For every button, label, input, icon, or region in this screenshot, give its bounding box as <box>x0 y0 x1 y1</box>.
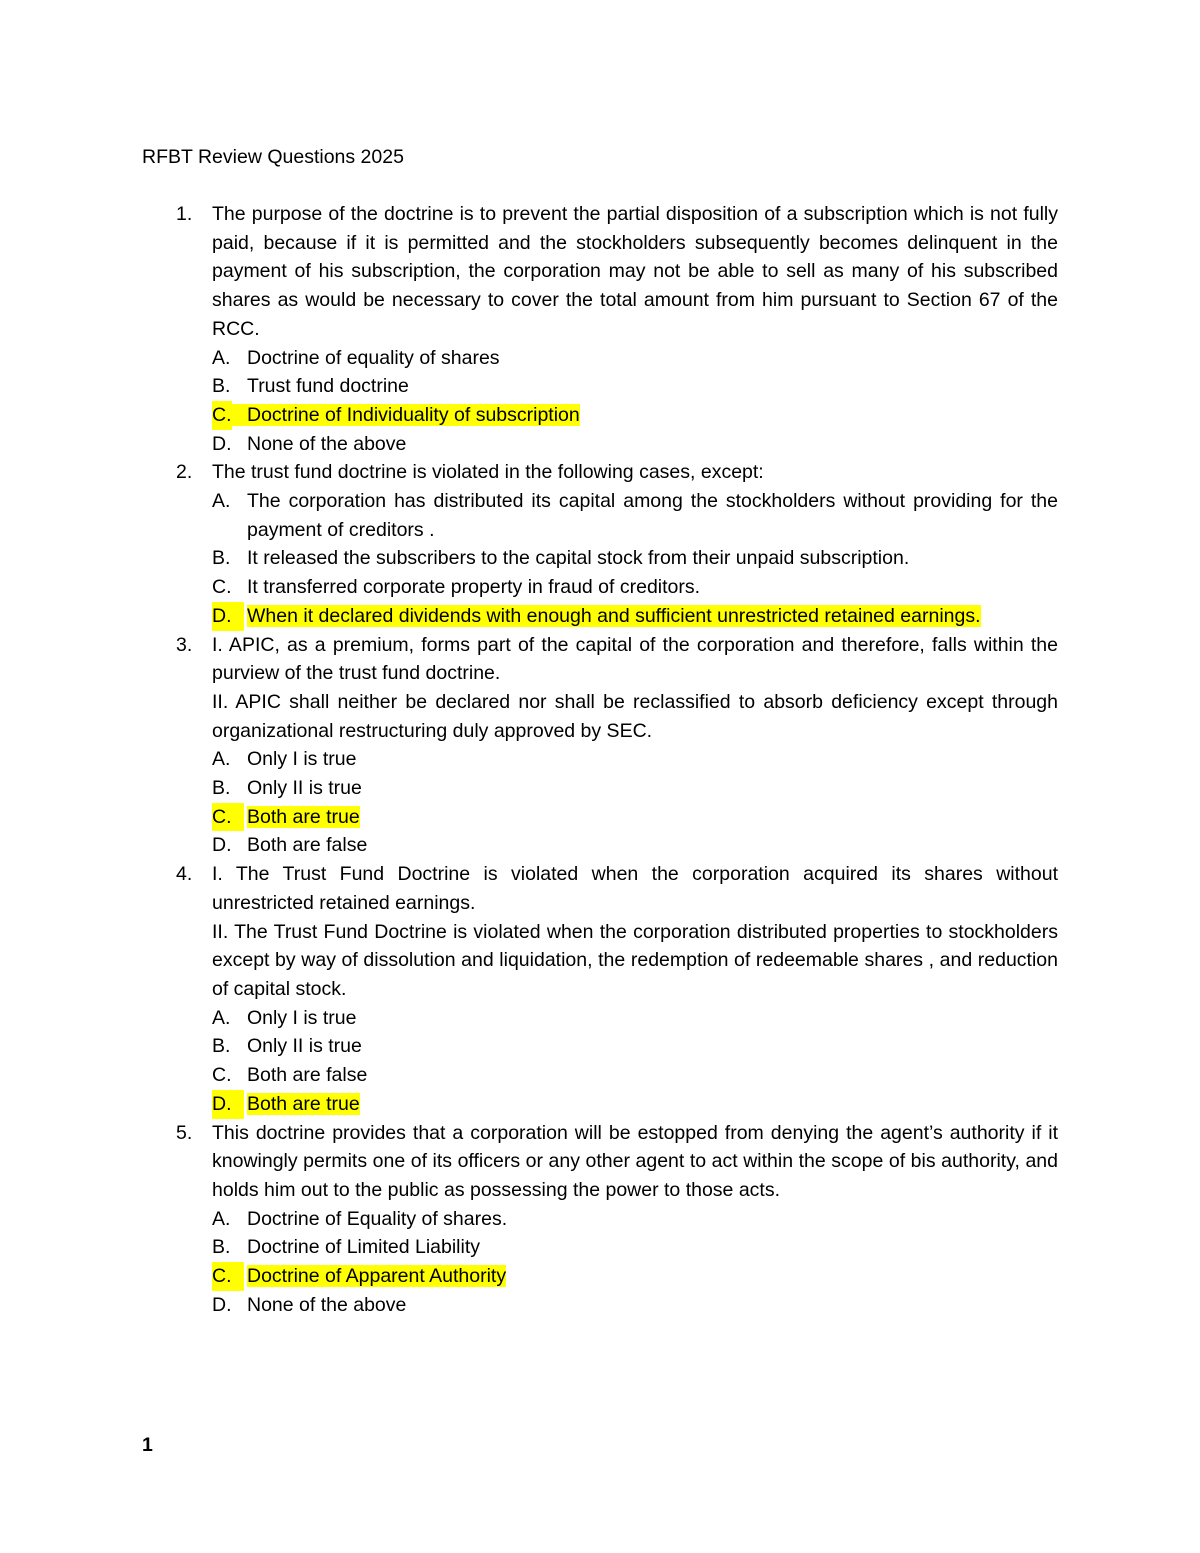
option-text: Both are false <box>247 834 368 857</box>
statement-1: I. The Trust Fund Doctrine is violated when the corporation acquired its shares without unrestricted retained earnings. <box>212 863 1058 914</box>
option-a <box>212 1004 1058 1033</box>
option-text: Both are true <box>247 1092 360 1115</box>
question-list <box>172 200 1058 1319</box>
option-text: Only I is true <box>247 748 357 771</box>
option-letter: D. <box>212 602 244 631</box>
option-d-highlighted-answer <box>212 602 1058 631</box>
option-letter: D. <box>212 1090 244 1119</box>
option-list <box>212 1205 1058 1320</box>
option-letter: A. <box>212 1207 231 1230</box>
option-letter: D. <box>212 834 232 857</box>
option-d <box>212 430 1058 459</box>
option-text: It transferred corporate property in fraud of creditors. <box>247 576 701 599</box>
option-c <box>212 1061 1058 1090</box>
option-b <box>212 1032 1058 1061</box>
question-number: 1. <box>176 203 193 225</box>
option-letter: B. <box>212 375 231 398</box>
option-text: Only II is true <box>247 1035 362 1058</box>
option-a <box>212 344 1058 373</box>
option-b <box>212 1233 1058 1262</box>
option-text: Doctrine of Apparent Authority <box>247 1265 507 1288</box>
option-list <box>212 487 1058 631</box>
option-text: Only I is true <box>247 1006 357 1029</box>
question-number: 5. <box>176 1121 193 1144</box>
option-d <box>212 831 1058 860</box>
option-d-highlighted-answer <box>212 1090 1058 1119</box>
option-d <box>212 1291 1058 1320</box>
question-text: The purpose of the doctrine is to prevent the partial disposition of a subscription which is not fully paid, because if it is permitted and the stockholders subsequently becomes delinquent in the payment of his subscription, the corporation may not be able to sell as many of his subscribed shares as would be necessary to cover the total amount from him pursuant to Section 67 of the RCC. <box>212 203 1058 340</box>
option-text: Doctrine of Equality of shares. <box>247 1207 508 1230</box>
option-letter: D. <box>212 1293 232 1316</box>
option-letter: B. <box>212 1236 231 1259</box>
document-title: RFBT Review Questions 2025 <box>142 146 404 168</box>
question-1 <box>172 200 1058 458</box>
statement-2: II. The Trust Fund Doctrine is violated when the corporation distributed properties to stockholders except by way of dissolution and liquidation, the redemption of redeemable shares , and reduction of capital stock. <box>212 920 1058 1000</box>
question-5 <box>172 1119 1058 1320</box>
question-number: 2. <box>176 461 193 484</box>
option-text: When it declared dividends with enough and sufficient unrestricted retained earnings. <box>247 604 981 627</box>
option-text: None of the above <box>247 1293 407 1316</box>
option-letter: B. <box>212 1035 231 1058</box>
option-letter: D. <box>212 432 232 455</box>
option-letter: B. <box>212 777 231 800</box>
option-a <box>212 1205 1058 1234</box>
option-letter: C. <box>212 1064 232 1087</box>
option-a <box>212 487 1058 544</box>
option-text: Doctrine of Individuality of subscription <box>212 404 580 426</box>
option-b <box>212 372 1058 401</box>
option-text: None of the above <box>247 432 407 455</box>
option-letter: A. <box>212 346 231 369</box>
option-text: Doctrine of equality of shares <box>247 346 500 369</box>
option-letter: C. <box>212 803 244 832</box>
question-3 <box>172 631 1058 861</box>
question-number: 3. <box>176 633 193 656</box>
option-text: Only II is true <box>247 777 362 800</box>
option-letter: C. <box>212 401 232 430</box>
page-number: 1 <box>142 1434 153 1456</box>
question-text: The trust fund doctrine is violated in the following cases, except: <box>212 461 764 484</box>
highlighted-answer <box>212 403 580 426</box>
option-letter: A. <box>212 1006 231 1029</box>
option-letter: C. <box>212 1262 244 1291</box>
option-text: It released the subscribers to the capital stock from their unpaid subscription. <box>247 547 910 570</box>
option-c-highlighted-answer <box>212 803 1058 832</box>
option-text: Both are true <box>247 805 360 828</box>
option-b <box>212 544 1058 573</box>
question-4 <box>172 860 1058 1118</box>
option-letter: B. <box>212 547 231 570</box>
option-a <box>212 745 1058 774</box>
option-c <box>212 573 1058 602</box>
statement-1: I. APIC, as a premium, forms part of the capital of the corporation and therefore, falls within the purview of the trust fund doctrine. <box>212 633 1058 685</box>
option-letter: A. <box>212 748 231 771</box>
option-list <box>212 1004 1058 1119</box>
option-c-highlighted-answer <box>212 401 1058 430</box>
option-list <box>212 344 1058 459</box>
option-c-highlighted-answer <box>212 1262 1058 1291</box>
question-text: This doctrine provides that a corporation will be estopped from denying the agent’s authority if it knowingly permits one of its officers or any other agent to act within the scope of bis authority, and holds him out to the public as possessing the power to those acts. <box>212 1121 1058 1201</box>
option-text: The corporation has distributed its capital among the stockholders without providing for the payment of creditors . <box>247 490 1058 541</box>
option-b <box>212 774 1058 803</box>
option-text: Doctrine of Limited Liability <box>247 1236 481 1259</box>
question-number: 4. <box>176 863 193 886</box>
option-text: Both are false <box>247 1064 368 1087</box>
option-letter: A. <box>212 490 231 513</box>
option-text: Trust fund doctrine <box>247 375 409 398</box>
option-letter: C. <box>212 576 232 599</box>
statement-2: II. APIC shall neither be declared nor shall be reclassified to absorb deficiency except through organizational restructuring duly approved by SEC. <box>212 690 1058 742</box>
option-list <box>212 745 1058 860</box>
question-2 <box>172 458 1058 630</box>
